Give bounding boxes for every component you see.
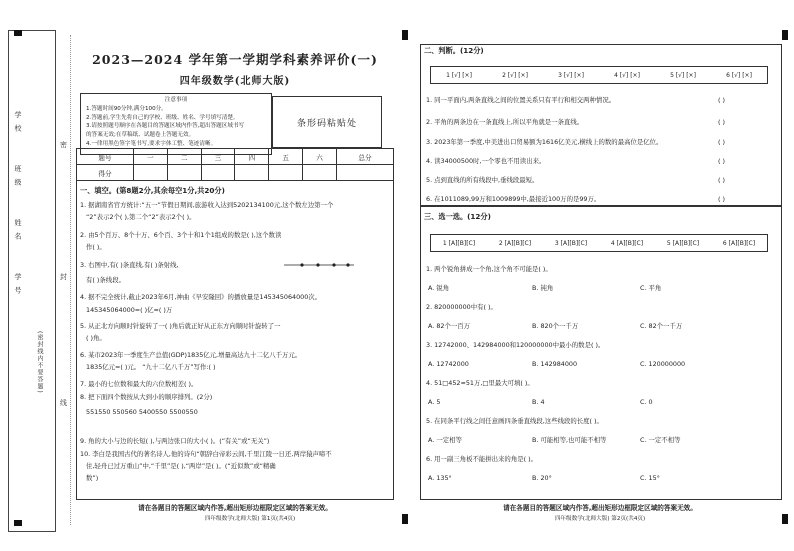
judge-answer-strip [430, 66, 768, 84]
fill-question-line: 4. 据不完全统计,截止2023年6月,神曲《早安隆回》的播放量是145345064000次。 [80, 293, 322, 301]
choice-option[interactable]: A. 82个一百万 [428, 322, 471, 330]
exam-subtitle: 四年级数学(北师大版) [179, 76, 291, 87]
notice-box [80, 93, 272, 155]
score-header: 二 [167, 149, 201, 165]
judge-answer-1[interactable]: 1 [√] [×] [446, 71, 472, 79]
judge-answer-paren[interactable]: ( ) [718, 157, 726, 165]
choice-option[interactable]: C. 15° [640, 474, 660, 482]
choice-option[interactable]: B. 20° [532, 474, 552, 482]
score-cell[interactable] [235, 165, 269, 181]
choice-option[interactable]: A. 12742000 [428, 360, 469, 368]
class-label: 班 级 [14, 165, 22, 188]
score-header: 三 [201, 149, 235, 165]
fill-question-line: 9. 角的大小与边的长短( ),与两边张口的大小( )。(“有关”或“无关”) [80, 437, 270, 445]
fill-question-line: “2”表示2个( ),第二个“2”表示2个( )。 [86, 213, 196, 221]
choice-option[interactable]: A. 一定相等 [428, 436, 462, 444]
choice-answer-5[interactable]: 5 [A][B][C] [666, 239, 700, 247]
judge-answer-paren[interactable]: ( ) [718, 118, 726, 126]
choice-option[interactable]: A. 锐角 [428, 284, 450, 292]
seal-char-mi: 密 [60, 141, 67, 149]
fill-question-line: 8. 把下面四个数按从大到小的顺序排列。(2分) [80, 393, 213, 401]
fill-question-line: 7. 最小的七位数和最大的六位数相差( )。 [80, 380, 198, 388]
score-table [76, 148, 394, 181]
choice-answer-3[interactable]: 3 [A][B][C] [554, 239, 588, 247]
fill-question-line: 2. 由5个百万、8个十万、6个百、3个十和1个1组成的数是( ),这个数读 [80, 231, 282, 239]
judge-question: 2. 平角的两条边在一条直线上,所以平角就是一条直线。 [426, 118, 584, 126]
registration-mark [14, 520, 22, 526]
choice-answer-6[interactable]: 6 [A][B][C] [722, 239, 756, 247]
left-page-number: 四年级数学(北师大版) 第1页(共4页) [190, 515, 310, 524]
judge-question: 1. 同一平面内,两条直线之间的位置关系只有平行和相交两种情况。 [426, 96, 616, 104]
judge-question: 6. 在1011089,99万和1009899中,最接近100万的是99万。 [426, 195, 601, 203]
binding-sidebar [8, 30, 56, 532]
score-cell[interactable] [134, 165, 168, 181]
choice-option[interactable]: B. 142984000 [532, 360, 578, 368]
line-figure [282, 259, 356, 271]
choice-option[interactable]: B. 820个一千万 [532, 322, 579, 330]
fill-question-line: 作( )。 [86, 243, 106, 251]
score-header: 六 [303, 149, 337, 165]
fill-question-line: 6. 某市2023年一季度生产总值(GDP)1835亿元,增量高达九十二亿八千万元。 [80, 351, 302, 359]
barcode-area: 条形码粘贴处 [272, 96, 382, 148]
judge-answer-2[interactable]: 2 [√] [×] [502, 71, 528, 79]
notice-heading: 注意事项 [164, 97, 188, 103]
fill-question-line: 3. 右图中,有( )条直线,有( )条射线, [80, 261, 179, 269]
judge-answer-paren[interactable]: ( ) [718, 176, 726, 184]
name-label: 姓 名 [14, 219, 22, 242]
judge-answer-4[interactable]: 4 [√] [×] [614, 71, 640, 79]
judge-answer-5[interactable]: 5 [√] [×] [670, 71, 696, 79]
notice-line: 3.请按照题号顺序在各题目的答题区域内作答,超出答题区域书写 [86, 123, 245, 130]
fill-question-line: 数”) [86, 474, 99, 482]
choice-question: 5. 在同条平行线之间任意画四条垂直线段,这些线段的长度( )。 [426, 417, 603, 425]
judge-answer-3[interactable]: 3 [√] [×] [558, 71, 584, 79]
student-id-label: 学 号 [14, 273, 22, 296]
registration-mark [402, 30, 408, 40]
section1-heading: 一、填空。(第8题2分,其余每空1分,共20分) [80, 186, 225, 195]
seal-char-feng: 封 [60, 273, 67, 281]
registration-mark [14, 30, 22, 36]
fill-question-line: 住,轻舟已过万重山”中,“千里”是( ),“两岸”是( )。(“近似数”或“精确 [86, 462, 276, 470]
choice-question: 2. 820000000中有( )。 [426, 303, 497, 311]
choice-option[interactable]: C. 82个一千万 [640, 322, 683, 330]
judge-answer-paren[interactable]: ( ) [718, 195, 726, 203]
right-page-number: 四年级数学(北师大版) 第2页(共4页) [540, 515, 660, 524]
choice-answer-1[interactable]: 1 [A][B][C] [442, 239, 476, 247]
choice-option[interactable]: A. 135° [428, 474, 452, 482]
judge-question: 5. 点到直线的所有线段中,垂线段最短。 [426, 176, 539, 184]
score-header: 总分 [336, 149, 393, 165]
fill-question-line: 145345064000=( )亿≈( )万 [86, 306, 173, 314]
choice-answer-2[interactable]: 2 [A][B][C] [498, 239, 532, 247]
choice-question: 1. 两个锐角拼成一个角,这个角不可能是( )。 [426, 265, 552, 273]
choice-option[interactable]: B. 可能相等,也可能不相等 [532, 436, 607, 444]
score-cell[interactable] [167, 165, 201, 181]
score-cell[interactable] [336, 165, 393, 181]
notice-line: 1.答题时间90分钟,满分100分。 [86, 105, 167, 112]
choice-answer-strip [430, 234, 768, 252]
score-header: 四 [235, 149, 269, 165]
score-header: 题号 [77, 149, 134, 165]
score-cell[interactable] [269, 165, 303, 181]
choice-question: 3. 12742000、142984000和120000000中最小的数是( )。 [426, 341, 605, 349]
judge-answer-paren[interactable]: ( ) [718, 138, 726, 146]
judge-answer-6[interactable]: 6 [√] [×] [726, 71, 752, 79]
choice-question: 6. 用一副三角板不能拼出来的角是( )。 [426, 455, 538, 463]
section3-heading: 三、选一选。(12分) [424, 212, 491, 221]
choice-question: 4. 51□452≈51万,□里最大可填( )。 [426, 379, 534, 387]
fill-question-line: 5. 从正北方向顺时针旋转了一( )角后就正好从正东方向顺时针旋转了一 [80, 322, 281, 330]
no-answer-warning: (密封线内不要答题) [36, 331, 43, 394]
notice-line: 的答案无效;在草稿纸、试题卷上答题无效。 [86, 132, 195, 139]
score-row-label: 得分 [77, 165, 134, 181]
right-footer-warning: 请在各题目的答题区域内作答,超出矩形边框限定区域的答案无效。 [503, 504, 697, 512]
judge-question: 3. 2023年第一季度,中美进出口贸易额为1616亿美元,横线上的数的最高位是亿位。 [426, 138, 663, 146]
registration-mark [782, 30, 788, 40]
choice-option[interactable]: C. 120000000 [640, 360, 686, 368]
fill-question-line: 有( )条线段。 [86, 276, 125, 284]
score-header: 一 [134, 149, 168, 165]
registration-mark [782, 514, 788, 524]
choice-option[interactable]: C. 平角 [640, 284, 662, 292]
fill-question-line: 1835亿元=( )元。 “九十二亿八千万”写作:( ) [86, 363, 216, 371]
registration-mark [402, 514, 408, 524]
left-footer-warning: 请在各题目的答题区域内作答,超出矩形边框限定区域的答案无效。 [138, 504, 332, 512]
fill-question-line: ( )角。 [86, 334, 106, 342]
section2-heading: 二、判断。(12分) [424, 46, 484, 55]
notice-line: 2.答题前,学生先将自己的学校、班级、姓名、学号填写清楚。 [86, 114, 239, 121]
score-header: 五 [269, 149, 303, 165]
fill-question-line: 551550 550560 5400550 5500550 [86, 408, 198, 416]
choice-option[interactable]: B. 钝角 [532, 284, 554, 292]
fill-question-line: 10. 李白是我国古代的著名诗人,他的诗句“朝辞白帝彩云间,千里江陵一日还,两岸猿声啼不 [80, 450, 332, 458]
choice-option[interactable]: A. 5 [428, 398, 441, 406]
seal-char-xian: 线 [60, 399, 67, 407]
judge-answer-paren[interactable]: ( ) [718, 96, 726, 104]
choice-option[interactable]: C. 0 [640, 398, 653, 406]
school-label: 学 校 [14, 111, 22, 134]
choice-option[interactable]: C. 一定不相等 [640, 436, 681, 444]
score-cell[interactable] [303, 165, 337, 181]
choice-answer-4[interactable]: 4 [A][B][C] [610, 239, 644, 247]
fill-question-line: 1. 据湖南省官方统计:“五一”节假日期间,旅游收入达到5202134100元,这个数左边第一个 [80, 201, 334, 209]
seal-dotted-line [70, 35, 71, 525]
notice-line: 4.一律用黑色签字笔书写,要求字体工整、笔迹清晰。 [86, 140, 217, 147]
judge-question: 4. 读34000500时,一个零也不用读出来。 [426, 157, 546, 165]
score-cell[interactable] [201, 165, 235, 181]
choice-option[interactable]: B. 4 [532, 398, 545, 406]
exam-title: 2023—2024 学年第一学期学科素养评价(一) [92, 52, 378, 67]
